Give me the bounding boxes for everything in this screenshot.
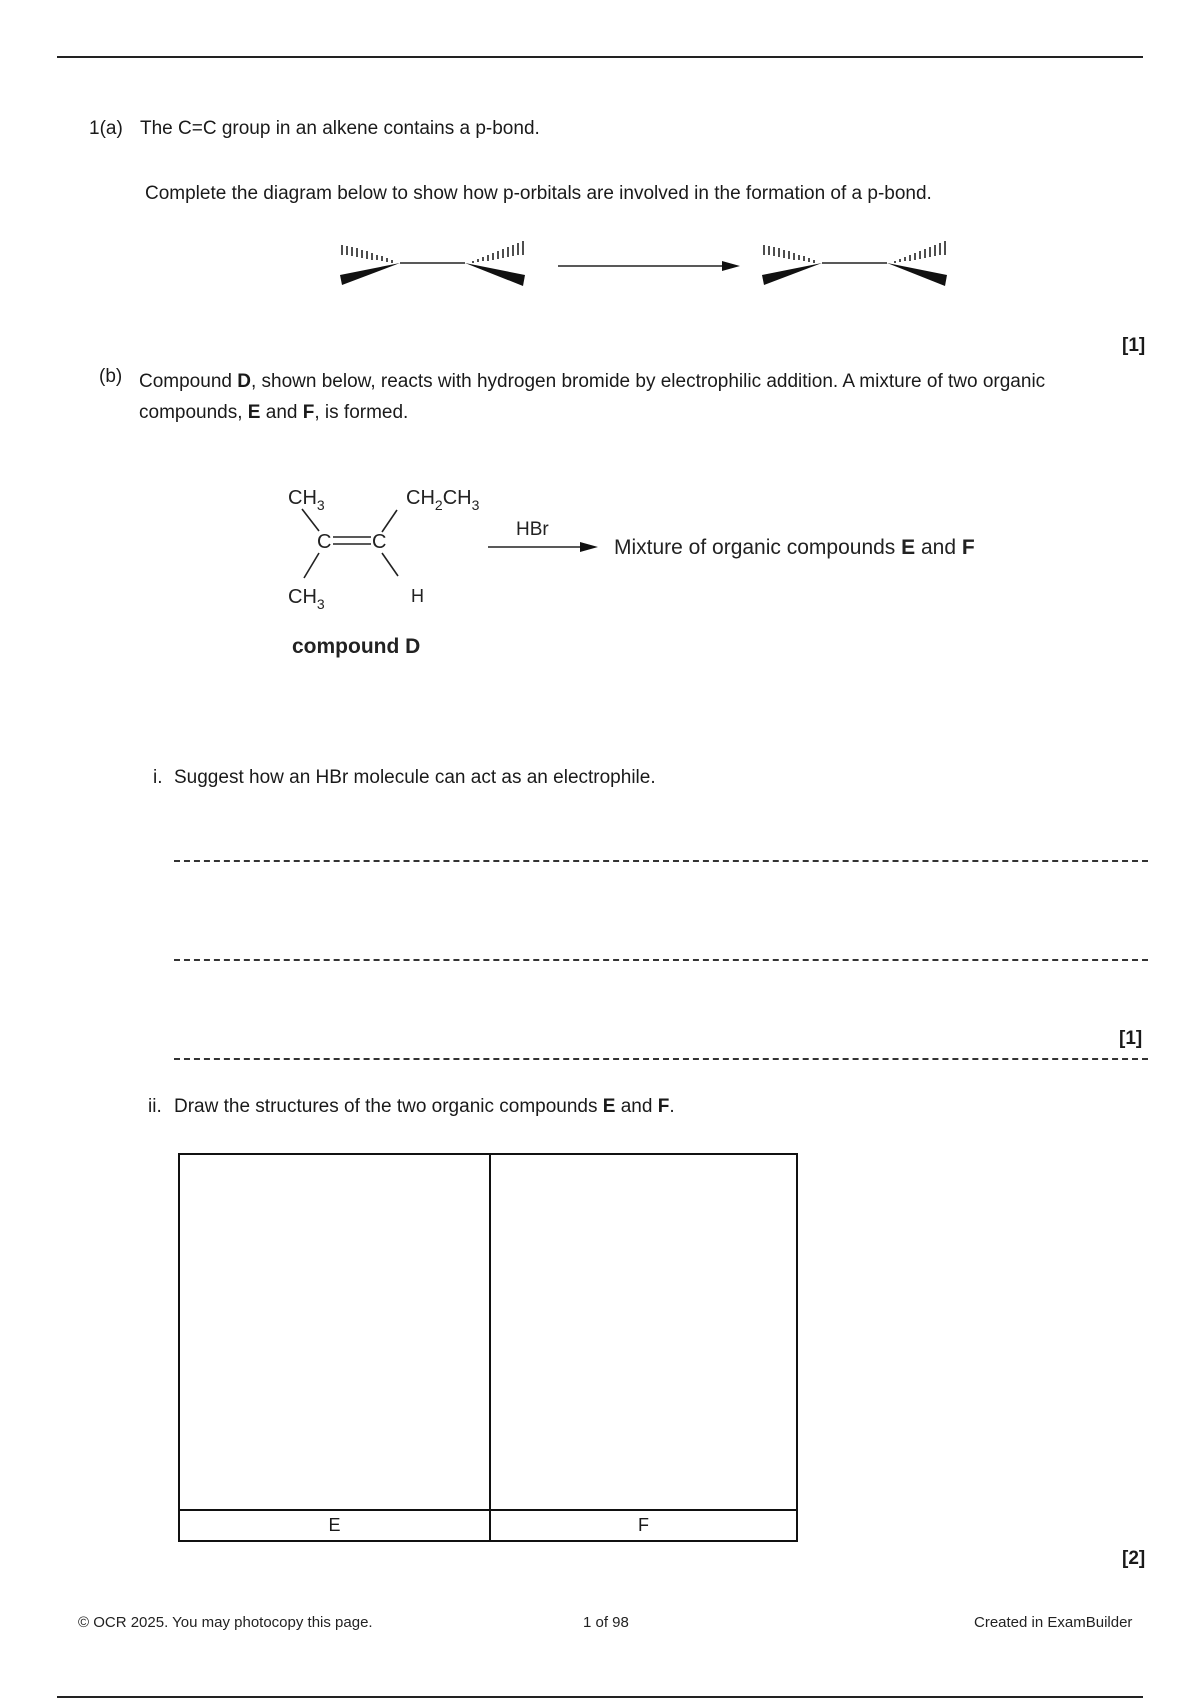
- column-labels: [180, 1509, 796, 1540]
- scheme-arrow: [488, 542, 598, 552]
- part-i-label: i.: [153, 767, 163, 788]
- question-stem: The C=C group in an alkene contains a p-bond.: [140, 118, 540, 139]
- marks-part-i: [1]: [1119, 1028, 1143, 1049]
- compound-f-label: F: [302, 402, 315, 423]
- answer-box-e[interactable]: [180, 1155, 491, 1509]
- stem-text: , is formed.: [314, 402, 409, 423]
- marks-part-ii: [2]: [1122, 1548, 1146, 1569]
- compound-e-label: E: [602, 1096, 616, 1117]
- structure-answer-table: [178, 1153, 798, 1542]
- part-b-stem: [139, 366, 1119, 428]
- part-ii-label: ii.: [148, 1096, 162, 1117]
- compound-d-caption: compound D: [292, 635, 421, 658]
- ch2ch3-top-right: $CH_2CH_3$: [406, 487, 480, 513]
- part-ii-text-start: Draw the structures of the two organic compounds: [174, 1096, 603, 1117]
- stem-text: , shown below, reacts with hydrogen bromide by electrophilic addition. A mixture of two organic compounds,: [139, 371, 1046, 423]
- column-label-e: E: [180, 1511, 491, 1540]
- answer-line[interactable]: [174, 1058, 1148, 1060]
- carbon-right: C: [372, 531, 387, 553]
- ch3-bottom-left: $CH_3$: [288, 586, 325, 612]
- compound-e-label: E: [247, 402, 261, 423]
- footer-page-number: 1 of 98: [583, 1614, 629, 1631]
- compound-f-label: F: [657, 1096, 670, 1117]
- compound-d-scheme: [280, 478, 1010, 658]
- question-instruction: Complete the diagram below to show how p-orbitals are involved in the formation of a p-bond.: [145, 183, 932, 204]
- hydrogen-bottom-right: H: [411, 586, 424, 606]
- part-ii-text-and: and: [615, 1096, 658, 1117]
- carbon-left: C: [317, 531, 332, 553]
- top-rule: [57, 56, 1143, 58]
- answer-line[interactable]: [174, 860, 1148, 862]
- reaction-arrow: [558, 261, 740, 271]
- stem-text: Compound: [139, 371, 238, 392]
- part-i-text: Suggest how an HBr molecule can act as an electrophile.: [174, 767, 656, 788]
- marks-1a: [1]: [1122, 335, 1146, 356]
- alkene-fragment-right: [762, 241, 947, 286]
- part-ii-text: [174, 1096, 675, 1118]
- double-bond: [333, 537, 371, 544]
- answer-box-f[interactable]: [491, 1155, 796, 1509]
- stem-text: and: [260, 402, 303, 423]
- answer-line[interactable]: [174, 959, 1148, 961]
- part-b-label: (b): [99, 366, 123, 387]
- product-text: Mixture of organic compounds E and F: [614, 536, 975, 559]
- compound-d-label: D: [237, 371, 251, 392]
- footer-copyright: © OCR 2025. You may photocopy this page.: [78, 1614, 373, 1631]
- pi-bond-diagram: [330, 230, 960, 290]
- column-label-f: F: [638, 1515, 649, 1535]
- question-number: 1(a): [89, 118, 123, 139]
- bottom-rule: [57, 1696, 1143, 1698]
- ch3-top-left: $CH_3$: [288, 487, 325, 513]
- reagent-hbr: HBr: [516, 519, 549, 540]
- alkene-fragment-left: [340, 241, 525, 286]
- footer-created: Created in ExamBuilder: [974, 1614, 1133, 1631]
- part-ii-text-end: .: [669, 1096, 675, 1117]
